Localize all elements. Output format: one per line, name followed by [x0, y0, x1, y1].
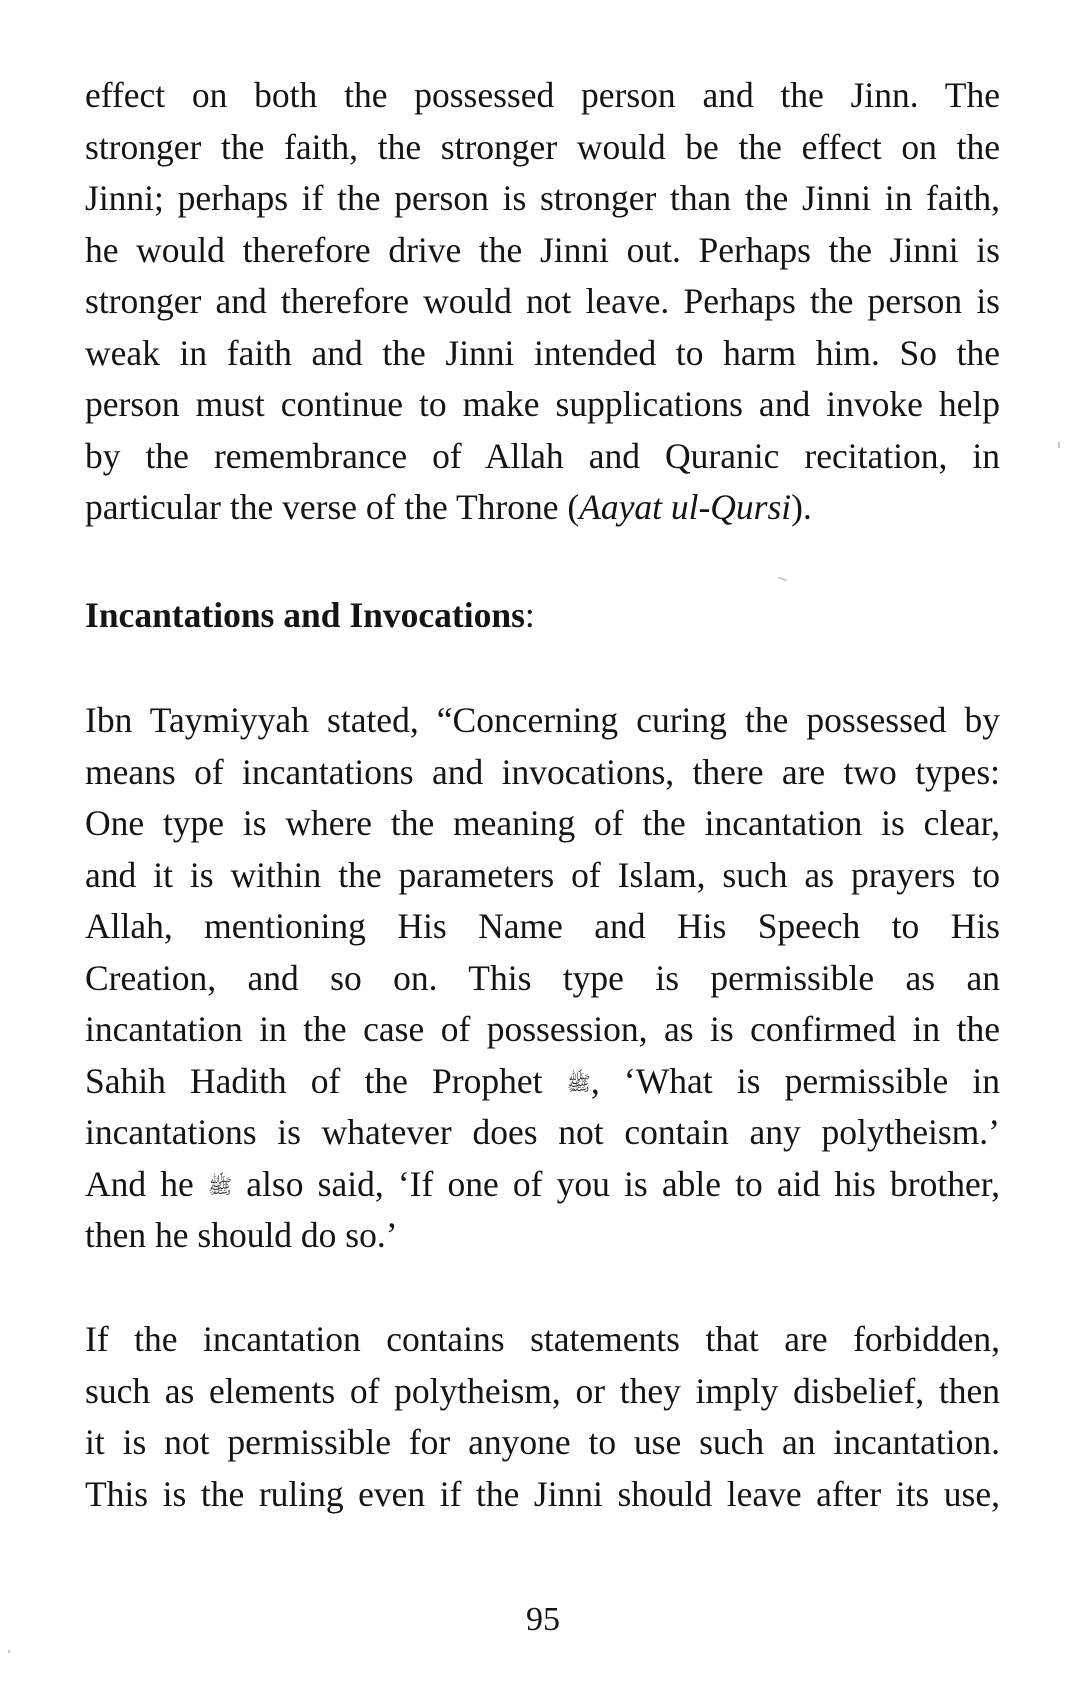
text-line: This is the ruling even if the Jinni should leave after its use,: [85, 1473, 1000, 1514]
text-fragment: Sahih Hadith of the Prophet: [85, 1060, 543, 1101]
scan-speck: [8, 1650, 10, 1653]
text-line: by the remembrance of Allah and Quranic recitation, in: [85, 435, 1000, 476]
honorific-icon: ﷺ: [566, 1073, 591, 1096]
text-line: incantations is whatever does not contain any polytheism.’: [85, 1112, 1000, 1152]
text-line: stronger the faith, the stronger would be the effect on the: [85, 126, 1000, 167]
paragraph-forbidden-incantation: [85, 1314, 1000, 1520]
text-line: such as elements of polytheism, or they imply disbelief, then: [85, 1370, 1000, 1411]
text-line: One type is where the meaning of the incantation is clear,: [85, 803, 1000, 843]
scan-speck: [1058, 442, 1060, 448]
text-line: Creation, and so on. This type is permissible as an: [85, 957, 1000, 998]
text-line: and it is within the parameters of Islam, such as prayers to: [85, 854, 1000, 895]
page-number: 95: [526, 1601, 560, 1638]
text-line: stronger and therefore would not leave. Perhaps the person is: [85, 281, 1000, 321]
text-fragment: also said, ‘If one of you is able to aid his brother,: [246, 1163, 1000, 1204]
text-fragment: And he: [85, 1163, 194, 1204]
text-fragment: ).: [791, 487, 812, 527]
text-line-last: [85, 482, 1000, 534]
text-line: [85, 1056, 1000, 1108]
paragraph-ibn-taymiyyah: [85, 695, 1000, 1262]
text-fragment: , ‘What is permissible in: [590, 1060, 1001, 1101]
text-line: Ibn Taymiyyah stated, “Concerning curing the possessed by: [85, 700, 1000, 740]
paragraph-possession-faith: [85, 70, 1000, 534]
text-line: If the incantation contains statements that are forbidden,: [85, 1319, 1000, 1359]
text-line: Allah, mentioning His Name and His Speech to His: [85, 906, 1000, 946]
text-fragment: particular the verse of the Throne (: [85, 487, 580, 527]
text-line: [85, 1159, 1000, 1211]
text-line: he would therefore drive the Jinni out. Perhaps the Jinni is: [85, 229, 1000, 270]
text-line: Jinni; perhaps if the person is stronger than the Jinni in faith,: [85, 178, 1000, 218]
text-line: effect on both the possessed person and the Jinn. The: [85, 75, 1000, 115]
text-line: weak in faith and the Jinni intended to harm him. So the: [85, 332, 1000, 373]
text-line: it is not permissible for anyone to use such an incantation.: [85, 1422, 1000, 1462]
italic-term: Aayat ul-Qursi: [579, 487, 792, 527]
section-heading-text: Incantations and Invocations: [85, 595, 525, 635]
text-line: incantation in the case of possession, as is confirmed in the: [85, 1009, 1000, 1049]
section-heading-colon: :: [524, 595, 535, 635]
text-line: means of incantations and invocations, there are two types:: [85, 751, 1000, 792]
scan-speck: [778, 577, 787, 582]
text-line-last: then he should do so.’: [85, 1215, 398, 1255]
text-line: person must continue to make supplications and invoke help: [85, 384, 1000, 424]
honorific-icon: ﷺ: [207, 1176, 233, 1199]
section-heading: [85, 590, 535, 642]
